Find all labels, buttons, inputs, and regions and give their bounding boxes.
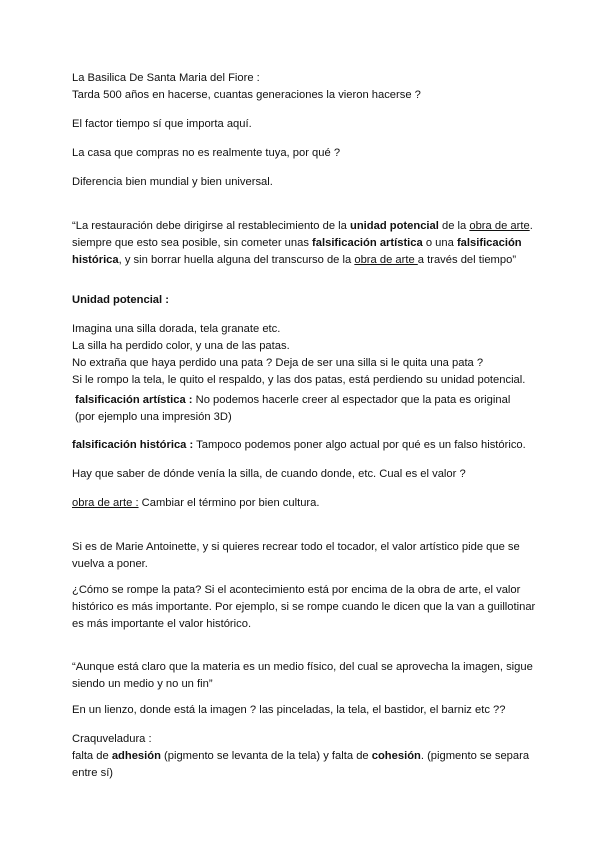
quote-restauracion: “La restauración debe dirigirse al restablecimiento de la unidad potencial de la obra de arte. siempre que esto sea posible, sin cometer unas falsificación artística o una falsificación histórica, y sin borrar huella alguna del transcurso de la obra de arte a través del tiempo” bbox=[72, 220, 533, 266]
casa-paragraph: La casa que compras no es realmente tuya, por qué ? bbox=[72, 147, 341, 159]
historica-label: falsificación histórica : bbox=[72, 439, 194, 451]
artistica-paragraph: falsificación artística : No podemos hacerle creer al espectador que la pata es original (por ejemplo una impresión 3D) bbox=[75, 392, 531, 426]
obra-paragraph: obra de arte : Cambiar el término por bien cultura. bbox=[72, 497, 320, 509]
silla-line-3: No extraña que haya perdido una pata ? Deja de ser una silla si le quita una pata ? bbox=[72, 357, 484, 369]
saber-paragraph: Hay que saber de dónde venía la silla, de cuando donde, etc. Cual es el valor ? bbox=[72, 468, 466, 480]
obra-label: obra de arte : bbox=[72, 497, 139, 509]
bold-falsificacion-artistica: falsificación artística bbox=[312, 237, 423, 249]
silla-line-2: La silla ha perdido color, y una de las patas. bbox=[72, 340, 290, 352]
pata-paragraph: ¿Cómo se rompe la pata? Si el acontecimiento está por encima de la obra de arte, el valor histórico es más importante. Por ejemplo, si se rompe cuando le dicen que la van a guillotinar es más importante el valor histórico. bbox=[72, 584, 536, 630]
unidad-heading: Unidad potencial : bbox=[72, 294, 169, 306]
bold-adhesion: adhesión bbox=[111, 750, 161, 762]
craquel-heading: Craquveladura : bbox=[72, 733, 152, 745]
link-obra-de-arte-2: obra de arte bbox=[354, 254, 418, 266]
intro-line-2: Tarda 500 años en hacerse, cuantas generaciones la vieron hacerse ? bbox=[72, 89, 421, 101]
bold-cohesion: cohesión bbox=[371, 750, 421, 762]
silla-line-1: Imagina una silla dorada, tela granate etc. bbox=[72, 323, 281, 335]
quote-materia: “Aunque está claro que la materia es un medio físico, del cual se aprovecha la imagen, sigue siendo un medio y no un fin” bbox=[72, 661, 533, 690]
silla-line-4: Si le rompo la tela, le quito el respaldo, y las dos patas, está perdiendo su unidad potencial. bbox=[72, 374, 526, 386]
artistica-line-2: (por ejemplo una impresión 3D) bbox=[75, 411, 232, 423]
diferencia-paragraph: Diferencia bien mundial y bien universal. bbox=[72, 176, 273, 188]
bold-falsificacion-historica: falsificación histórica bbox=[72, 237, 522, 266]
link-obra-de-arte-1: obra de arte bbox=[469, 220, 530, 232]
intro-paragraph bbox=[72, 70, 528, 104]
craquel-paragraph: Craquveladura : falta de adhesión (pigmento se levanta de la tela) y falta de cohesión. (pigmento se separa entre sí) bbox=[72, 731, 536, 782]
tiempo-paragraph: El factor tiempo sí que importa aquí. bbox=[72, 118, 252, 130]
marie-paragraph: Si es de Marie Antoinette, y si quieres recrear todo el tocador, el valor artístico pide que se vuelva a poner. bbox=[72, 541, 520, 570]
intro-line-1: La Basilica De Santa Maria del Fiore : bbox=[72, 72, 260, 84]
artistica-label: falsificación artística : bbox=[75, 394, 193, 406]
silla-paragraph bbox=[72, 321, 528, 389]
lienzo-paragraph: En un lienzo, donde está la imagen ? las pinceladas, la tela, el bastidor, el barniz etc ?? bbox=[72, 704, 506, 716]
historica-paragraph: falsificación histórica : Tampoco podemos poner algo actual por qué es un falso histórico. bbox=[72, 439, 526, 451]
bold-unidad-potencial: unidad potencial bbox=[349, 220, 439, 232]
